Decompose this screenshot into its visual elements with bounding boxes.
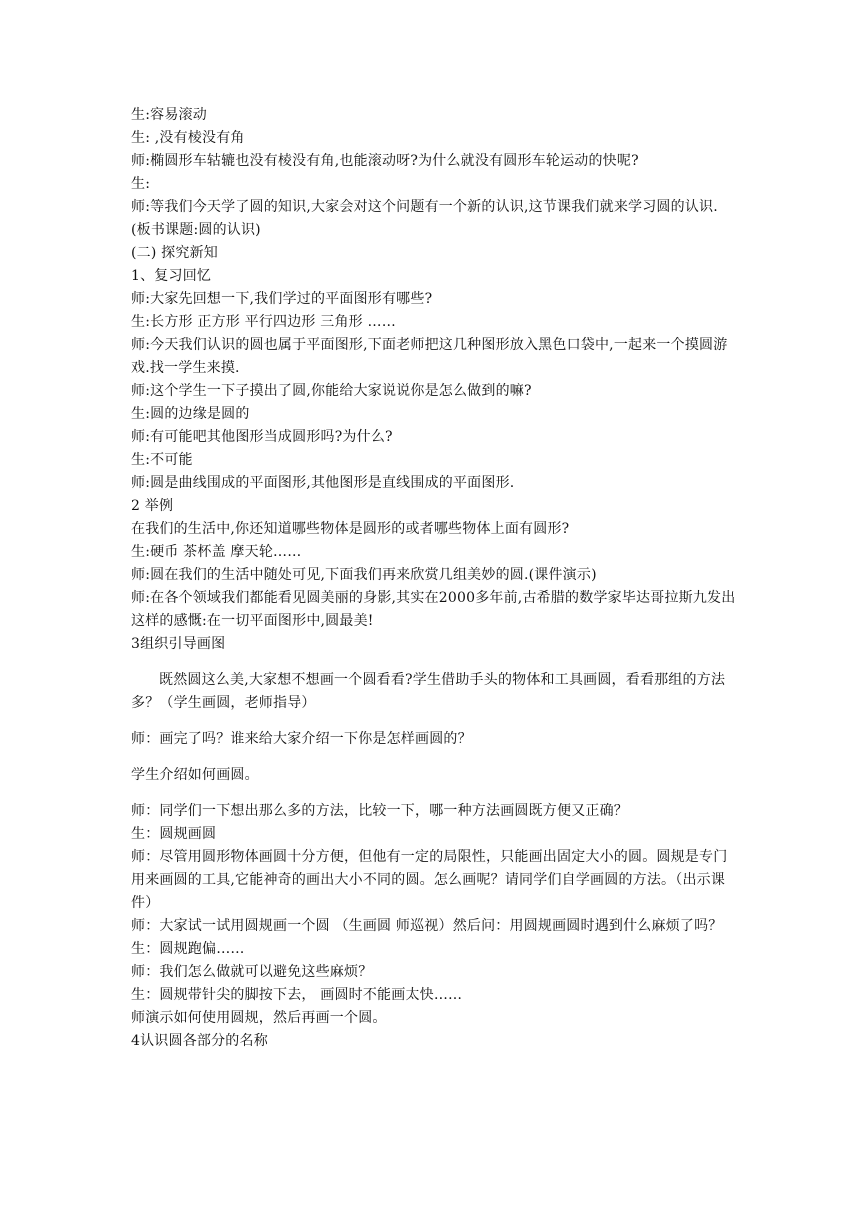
dialogue-line: 生：圆规带针尖的脚按下去， 画圆时不能画太快……: [131, 987, 463, 1003]
dialogue-line: 师：同学们一下想出那么多的方法，比较一下，哪一种方法画圆既方便又正确？: [131, 803, 628, 819]
subsection-heading: 3组织引导画图: [131, 636, 226, 652]
dialogue-line: 师：我们怎么做就可以避免这些麻烦？: [131, 964, 373, 980]
dialogue-line: 师:大家先回想一下,我们学过的平面图形有哪些?: [131, 291, 433, 307]
subsection-heading: 1、复习回忆: [131, 268, 212, 284]
dialogue-line: 师:这个学生一下子摸出了圆,你能给大家说说你是怎么做到的嘛?: [131, 383, 532, 399]
dialogue-paragraph: 师:等我们今天学了圆的知识,大家会对这个问题有一个新的认识,这节课我们就来学习圆的认识.(板书课题:圆的认识): [131, 199, 718, 238]
dialogue-line: 师：画完了吗？谁来给大家介绍一下你是怎样画圆的？: [131, 731, 472, 747]
dialogue-paragraph: 师:在各个领域我们都能看见圆美丽的身影,其实在2000多年前,古希腊的数学家毕达哥拉斯九发出这样的感慨:在一切平面图形中,圆最美!: [131, 590, 736, 629]
dialogue-line: 生：圆规跑偏……: [131, 941, 245, 957]
dialogue-line: 在我们的生活中,你还知道哪些物体是圆形的或者哪些物体上面有圆形?: [131, 521, 570, 537]
subsection-heading: 4认识圆各部分的名称: [131, 1033, 268, 1049]
dialogue-line: 生:: [131, 176, 151, 192]
dialogue-paragraph: 师:今天我们认识的圆也属于平面图形,下面老师把这几种图形放入黑色口袋中,一起来一个摸圆游戏.找一学生来摸.: [131, 337, 728, 376]
document-body: [131, 104, 736, 1053]
dialogue-line: 生:硬币 茶杯盖 摩天轮……: [131, 544, 302, 560]
dialogue-line: 师:圆在我们的生活中随处可见,下面我们再来欣赏几组美妙的圆.(课件演示): [131, 567, 597, 583]
dialogue-line: 生:圆的边缘是圆的: [131, 406, 250, 422]
dialogue-line: 师:椭圆形车轱辘也没有棱没有角,也能滚动呀?为什么就没有圆形车轮运动的快呢?: [131, 153, 639, 169]
dialogue-line: 生:容易滚动: [131, 107, 207, 123]
subsection-heading: 2 举例: [131, 498, 174, 514]
dialogue-paragraph: 师：尽管用圆形物体画圆十分方便，但他有一定的局限性，只能画出固定大小的圆。圆规是专门用来画圆的工具,它能神奇的画出大小不同的圆。怎么画呢？请同学们自学画圆的方法。（出示课件）: [131, 849, 728, 911]
body-line: 师演示如何使用圆规，然后再画一个圆。: [131, 1010, 387, 1026]
indented-paragraph: 既然圆这么美,大家想不想画一个圆看看?学生借助手头的物体和工具画圆，看看那组的方法多？（学生画圆，老师指导）: [131, 672, 726, 711]
section-heading: (二) 探究新知: [131, 245, 218, 261]
dialogue-line: 师:有可能吧其他图形当成圆形吗?为什么?: [131, 429, 393, 445]
body-line: 学生介绍如何画圆。: [131, 767, 259, 783]
dialogue-line: 生: ,没有棱没有角: [131, 130, 245, 146]
dialogue-line: 师:圆是曲线围成的平面图形,其他图形是直线围成的平面图形.: [131, 475, 515, 491]
dialogue-paragraph: 师：大家试一试用圆规画一个圆 （生画圆 师巡视）然后问：用圆规画圆时遇到什么麻烦了吗？: [131, 918, 723, 934]
dialogue-line: 生:不可能: [131, 452, 193, 468]
dialogue-line: 生：圆规画圆: [131, 826, 217, 842]
dialogue-line: 生:长方形 正方形 平行四边形 三角形 ……: [131, 314, 396, 330]
